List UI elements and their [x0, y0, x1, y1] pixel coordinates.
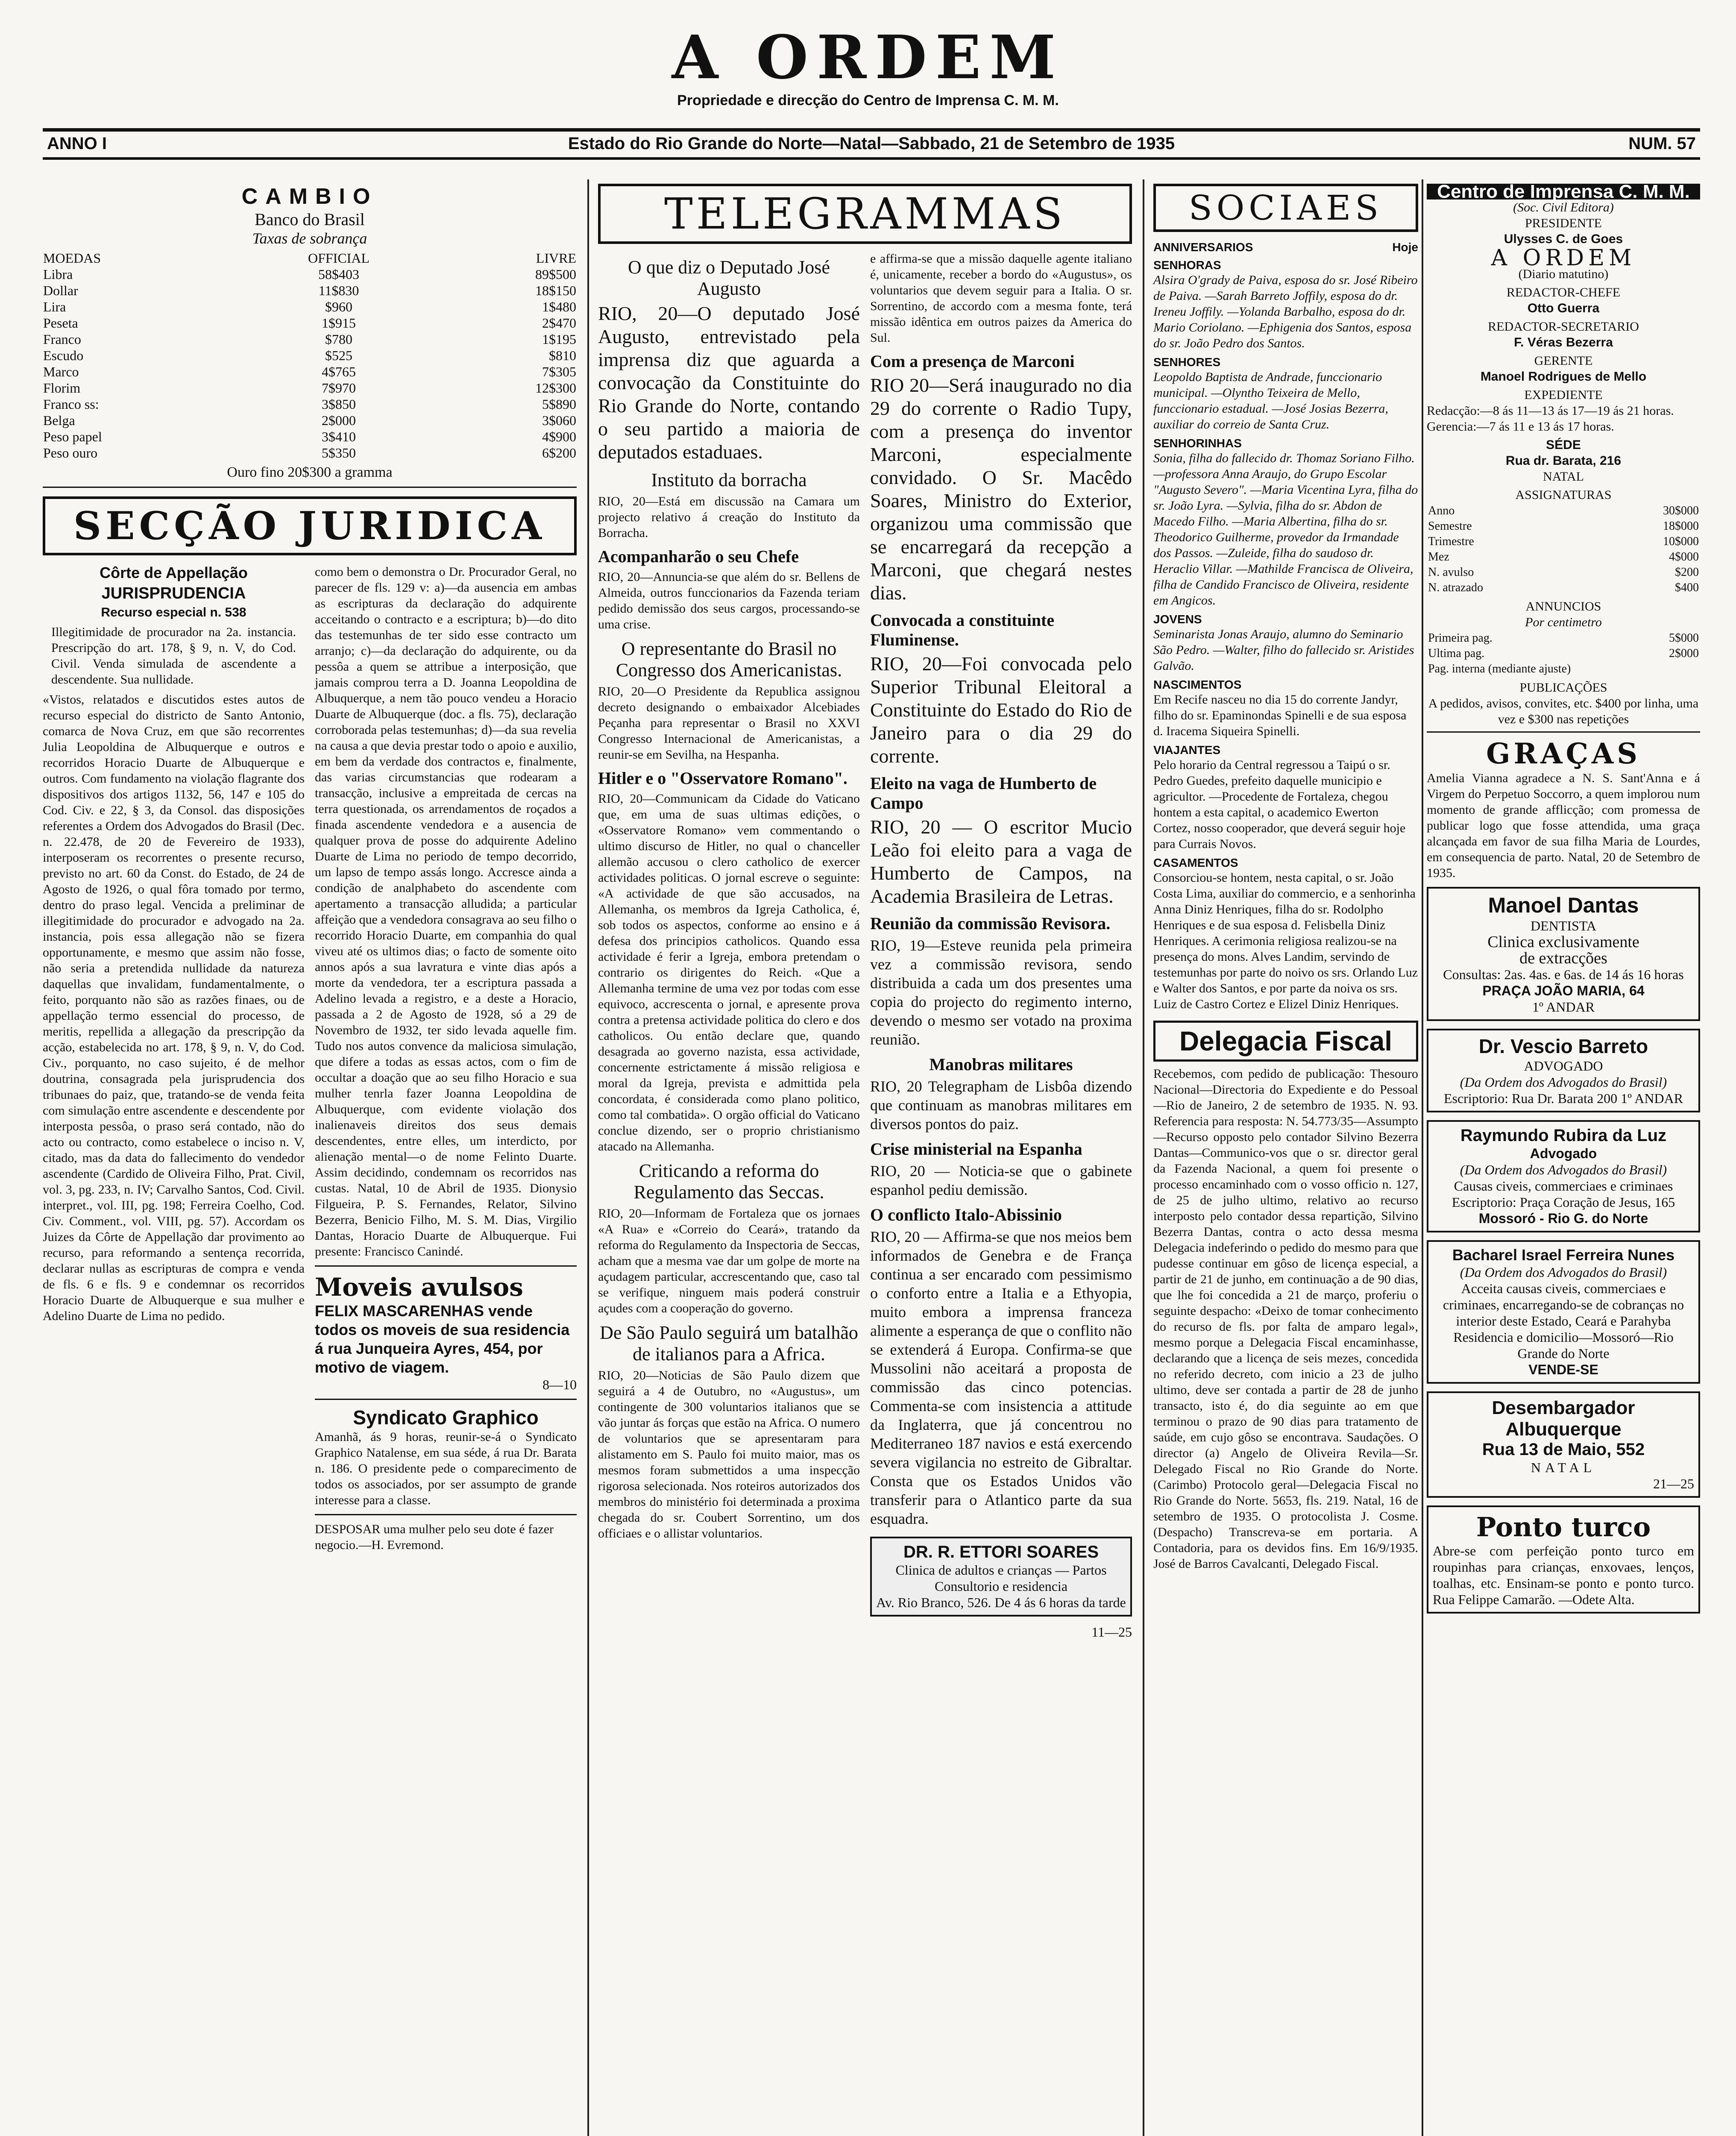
free-rate: 89$500 — [535, 267, 576, 282]
table-row — [43, 347, 577, 364]
currency: Franco ss: — [43, 396, 99, 412]
ementa: Illegitimidade de procurador na 2a. instancia. Prescripção do art. 178, § 9, n. V, do Cod. Civil. Venda simulada de ascendente a descendente. Sua nullidade. — [51, 625, 296, 687]
currency: Florim — [43, 380, 81, 396]
ad-line: Consultas: 2as. 4as. e 6as. de 14 ás 16 horas — [1443, 967, 1684, 982]
column-right — [1427, 181, 1700, 1621]
price: 2$000 — [1669, 647, 1699, 660]
item: Semestre — [1428, 519, 1472, 533]
currency: Peseta — [43, 315, 78, 331]
official-rate: 11$830 — [318, 283, 359, 298]
expediente-text: Redacção:—8 ás 11—13 ás 17—19 ás 21 horas. Gerencia:—7 ás 11 e 13 ás 17 horas. — [1427, 404, 1674, 434]
ad-title: Ponto turco — [1476, 1511, 1651, 1543]
table-row — [43, 380, 577, 396]
divider — [315, 1399, 577, 1400]
article-title: Instituto da borracha — [651, 469, 807, 490]
gracas-title: GRAÇAS — [1486, 737, 1641, 770]
senhores-heading: SENHORES — [1153, 355, 1221, 369]
ad-line: Rua 13 de Maio, 552 — [1482, 1440, 1645, 1459]
table-row — [1428, 519, 1699, 534]
ad-title: Manoel Dantas — [1488, 893, 1639, 917]
free-rate: 3$060 — [542, 413, 576, 428]
header-official: OFFICIAL — [308, 250, 369, 266]
ad-line: Clinica de adultos e crianças — Partos — [895, 1562, 1107, 1578]
item: Mez — [1428, 550, 1449, 563]
table-row — [43, 445, 577, 461]
item: Primeira pag. — [1428, 631, 1493, 645]
senhorinhas-heading: SENHORINHAS — [1153, 437, 1242, 450]
official-rate: 7$970 — [321, 380, 356, 396]
ad-line: NATAL — [1531, 1460, 1596, 1475]
column-telegrammas — [598, 184, 1132, 1640]
currency: Escudo — [43, 348, 84, 363]
issue-number: NUM. 57 — [1628, 134, 1696, 153]
currency: Dollar — [43, 283, 78, 298]
dateline — [43, 128, 1700, 160]
table-row — [1428, 550, 1699, 564]
item: N. avulso — [1428, 566, 1474, 579]
table-row — [43, 412, 577, 428]
article-text: RIO, 20—Communicam da Cidade do Vaticano que, em uma de suas ultimas edições, o «Osservatore Romano» vem commentando o ultimo discurso de Hitler, no qual o chanceller allemão accusou o clero catholico de exercer actividades politicas. O jornal escreve o seguinte: «A actividade de que são accusados, na Allemanha, os membros da Igreja Catholica, é, sob todos os aspectos, conforme ao ensino e á defesa dos principios catholicos. Quando essa actividade é ferir a Igreja, embora pretendam o contrario os dirigentes do Reich. «Que a Allemanha termine de uma vez por todas com esse equivoco, accrescenta o jornal, e apresente prova contra a pretensa actividade politica do clero e dos catholicos. Ou então declare que, quando desagrada ao governo nazista, essa actividade, concernente estrictamente á missão religiosa e moral da Igreja, prevista e admittida pela concordata, é considerada como plano politico, como tal combatida». O orgão official do Vaticano conclue dizendo, ser o proprio christianismo atacado na Allemanha. — [598, 792, 860, 1153]
article-text: RIO, 20—Annuncia-se que além do sr. Bellens de Almeida, outros funccionarios da Fazenda teriam pedido demissão dos seus cargos, processando-se uma crise. — [598, 570, 860, 631]
column-rule — [1143, 179, 1144, 2136]
senhoras-list: Alsira O'grady de Paiva, esposa do sr. José Ribeiro de Paiva. —Sarah Barreto Joffily, esposa do dr. Ireneu Joffily. —Yolanda Barbalho, esposa do dr. Mario Coriolano. —Ephigenia dos Santos, esposa do sr. João Pedro dos Santos. — [1153, 273, 1418, 350]
chief-label: REDACTOR-CHEFE — [1506, 285, 1621, 299]
item: Anno — [1428, 504, 1455, 517]
ad-line: Acceita causas civeis, commerciaes e criminaes, encarregando-se de cobranças no interior deste Estado, Ceará e Parahyba — [1443, 1281, 1684, 1329]
paper-name: A ORDEM — [1491, 245, 1636, 271]
anniversaries-heading: ANNIVERSARIOS — [1153, 241, 1253, 254]
price — [1651, 662, 1699, 676]
free-rate: 5$890 — [542, 396, 576, 412]
free-rate: 2$470 — [542, 315, 576, 331]
table-row — [43, 299, 577, 315]
currency: Marco — [43, 364, 79, 379]
article-text: RIO, 20—O Presidente da Republica assignou decreto designando o embaixador Alcebiades Peçanha para representar o Brasil no XXVI Congresso Internacional de Americanistas, a reunir-se em Sevilha, na Hespanha. — [598, 684, 860, 762]
ad-line: (Da Ordem dos Advogados do Brasil) — [1460, 1162, 1667, 1177]
ad-line: Escriptorio: Rua Dr. Barata 200 1º ANDAR — [1443, 1091, 1683, 1106]
free-rate: 6$200 — [542, 445, 576, 461]
article-text: RIO, 19—Esteve reunida pela primeira vez a commissão revisora, sendo distribuida a cada um dos presentes uma copia do projecto do regimento interno, devendo o mesmo ser votado na proxima reunião. — [870, 937, 1132, 1048]
article-text: RIO, 20—Noticias de São Paulo dizem que seguirá a 4 de Outubro, no «Augustus», um contingente de 300 voluntarios italianos que se vão juntar ás forças que estão na Africa. O numero de voluntarios que se apresentaram para alistamento em S. Paulo foi muito maior, mas os mesmos foram submettidos a uma inspecção rigorosa selecionada. Nos roteiros autorizados dos membros do ministério foi determinada a proxima chegada do sr. Coubert Sorrentino, um dos officiaes e o allistar voluntarios. — [598, 1368, 860, 1540]
ad-line: Advogado — [1530, 1146, 1597, 1161]
viajantes-heading: VIAJANTES — [1153, 743, 1221, 757]
article-title: Reunião da commissão Revisora. — [870, 914, 1111, 933]
newspaper-subtitle: Propriedade e direcção do Centro de Imprensa C. M. M. — [677, 92, 1059, 109]
table-row — [1428, 504, 1699, 518]
ad-line: Residencia e domicilio—Mossoró—Rio Grande do Norte — [1453, 1329, 1674, 1361]
official-rate: $525 — [325, 348, 352, 363]
ad-ponto-turco — [1427, 1505, 1700, 1614]
exchange-rates-table — [43, 250, 577, 461]
secretary-name: F. Véras Bezerra — [1514, 335, 1613, 349]
manager-label: GERENTE — [1534, 354, 1593, 368]
sociaes-header: SOCIAES — [1153, 184, 1418, 232]
free-rate: 18$150 — [535, 283, 576, 298]
article-text: RIO, 20—Está em discussão na Camara um projecto relativo á creação do Instituto da Borracha. — [598, 494, 860, 540]
currency: Libra — [43, 267, 73, 282]
ad-barreto — [1427, 1029, 1700, 1112]
table-row — [1428, 565, 1699, 580]
article-title: Hitler e o "Osservatore Romano". — [598, 769, 847, 788]
telegrammas-header: TELEGRAMMAS — [598, 184, 1132, 244]
syndicato-title: Syndicato Graphico — [353, 1406, 539, 1429]
casamentos-text: Consorciou-se hontem, nesta capital, o sr. João Costa Lima, auxiliar do commercio, e a senhorinha Anna Diniz Henriques, filha do sr. Rodolpho Henriques e de sua esposa d. Felisbella Diniz Henriques. A cerimonia religiosa realizou-se na presença do mons. Alves Landim, servindo de testemunhas por parte do noivo os srs. Orlando Luz e Walter dos Santos, e por parte da noiva os srs. Luiz de Castro Cortez e Elizel Diniz Henriques. — [1153, 871, 1418, 1011]
article-title: Acompanharão o seu Chefe — [598, 547, 799, 566]
table-row — [43, 315, 577, 331]
cimp-title: Centro de Imprensa C. M. M. — [1427, 184, 1700, 200]
paper-daily: (Diario matutino) — [1518, 267, 1609, 281]
free-rate: 1$480 — [542, 299, 576, 314]
item: Trimestre — [1428, 535, 1474, 548]
manager-name: Manoel Rodrigues de Mello — [1480, 370, 1647, 384]
official-rate: 4$765 — [321, 364, 356, 379]
ad-rubira — [1427, 1120, 1700, 1232]
currency: Franco — [43, 332, 81, 347]
moveis-body: FELIX MASCARENHAS vende todos os moveis de sua residencia á rua Junqueira Ayres, 454, por motivo de viagem. — [315, 1302, 570, 1376]
ad-title: Raymundo Rubira da Luz — [1460, 1126, 1667, 1145]
ad-line: Mossoró - Rio G. do Norte — [1478, 1211, 1648, 1226]
column-rule — [1422, 179, 1423, 2136]
article-text: RIO, 20—Foi convocada pelo Superior Tribunal Eleitoral a Constituinte do Estado do Rio de Janeiro para o dia 29 do corrente. — [870, 653, 1132, 767]
official-rate: 5$350 — [321, 445, 356, 461]
official-rate: 58$403 — [318, 267, 359, 282]
sede-address: Rua dr. Barata, 216 — [1505, 454, 1622, 468]
publicacoes-label: PUBLICAÇÕES — [1519, 681, 1607, 695]
price: 4$000 — [1669, 550, 1699, 563]
masthead — [0, 23, 1736, 109]
ad-line: Consultorio e residencia — [934, 1579, 1068, 1594]
issue-year: ANNO I — [47, 134, 107, 153]
ad-line: PRAÇA JOÃO MARIA, 64 — [1482, 983, 1645, 998]
today-label: Hoje — [1392, 241, 1418, 254]
table-row — [43, 266, 577, 282]
table-row — [1428, 631, 1699, 645]
header-moedas: MOEDAS — [43, 250, 101, 266]
senhores-list: Leopoldo Baptista de Andrade, funccionario municipal. —Olyntho Teixeira de Mello, funccionario estadual. —José Josias Bezerra, auxiliar do correio de Santa Cruz. — [1153, 370, 1388, 431]
ad-ettori — [870, 1537, 1132, 1617]
president-label: PRESIDENTE — [1525, 216, 1602, 230]
official-rate: 1$915 — [321, 315, 356, 331]
free-rate: 4$900 — [542, 429, 576, 444]
ad-title: Bacharel Israel Ferreira Nunes — [1452, 1246, 1675, 1264]
section-juridica-header: SECÇÃO JURIDICA — [43, 496, 577, 555]
delegacia-text: Recebemos, com pedido de publicação: Thesouro Nacional—Directoria do Expediente e do Pessoal—Rio de Janeiro, 2 de setembro de 1935. N. 93. Referencia para resposta: N. 54.773/35—Assumpto—Recurso opposto pelo contador Silvino Bezerra Dantas—Communico-vos que o sr. director geral da Fazenda Nacional, a quem foi presente o processo encaminhado com o vosso officio n. 127, de 25 de julho ultimo, relativo ao recurso interposto pelo contador dessa repartição, Silvino Bezerra Dantas, contra o acto dessa mesma Delegacia indeferindo o pedido do mesmo para que pudesse continuar em gôso de licença especial, a partir de 21 de junho, em continuação a de 90 dias, que lhe foi concedida a 21 de março, proferiu o seguinte despacho: «Deixo de tomar conhecimento do recurso de fls. por falta de amparo legal», mesmo porque a Delegacia Fiscal encaminhasse, declarando que a licença de seis mezes, concedida no referido decreto, com inicio a 23 de julho ultimo, deve ser contada a partir de 28 de junho transacto, isto é, do dia seguinte ao em que terminou o prazo de 90 dias para tratamento de saúde, em cujo gôso se encontrava. Saudações. O director (a) Angelo de Oliveira Revila—Sr. Delegado Fiscal no Rio Grande do Norte. (Carimbo) Protocolo geral—Delegacia Fiscal no Rio Grande do Norte. 5653, fls. 219. Natal, 16 de setembro de 1935. O protocolista J. Cosme. (Despacho) Transcreva-se em portaria. A Contadoria, para os devidos fins. Em 16/9/1935. José de Barros Cavalcanti, Delegado Fiscal. — [1153, 1067, 1418, 1571]
article-title: Crise ministerial na Espanha — [870, 1139, 1082, 1159]
ad-line: (Da Ordem dos Advogados do Brasil) — [1460, 1265, 1667, 1280]
ad-line: (Da Ordem dos Advogados do Brasil) — [1460, 1074, 1667, 1090]
price: 30$000 — [1663, 504, 1699, 517]
newspaper-title: A ORDEM — [672, 23, 1064, 93]
currency: Lira — [43, 299, 66, 314]
price: $200 — [1675, 566, 1699, 579]
publicacoes-text: A pedidos, avisos, convites, etc. $400 por linha, uma vez e $300 nas repetições — [1428, 696, 1699, 726]
gracas-text: Amelia Vianna agradece a N. S. Sant'Anna e á Virgem do Perpetuo Soccorro, a quem implorou num momento de grande afflicção; com promessa de publicar logo que fosse attendida, uma graça alcançada em favor de sua filha Maria de Lourdes, em consequencia de parto. Natal, 20 de Setembro de 1935. — [1427, 771, 1700, 880]
ad-line: Abre-se com perfeição ponto turco em roupinhas para crianças, enxovaes, lenços, toalhas, etc. Ensinam-se ponto e ponto turco. Rua Felippe Camarão. —Odete Alta. — [1433, 1543, 1694, 1607]
table-row — [43, 282, 577, 299]
expediente-label: EXPEDIENTE — [1524, 388, 1603, 402]
juridica-body — [43, 564, 577, 1553]
jovens-list: Seminarista Jonas Araujo, alumno do Seminario São Pedro. —Walter, filho do fallecido sr. Aristides Galvão. — [1153, 627, 1414, 673]
table-row — [1428, 646, 1699, 661]
senhorinhas-list: Sonia, filha do fallecido dr. Thomaz Soriano Filho. —professora Anna Araujo, do Grupo Escolar "Augusto Severo". —Maria Vicentina Lyra, filha do sr. João Lyra. —Sylvia, filha do sr. Abdon de Macedo Filho. —Maria Albertina, filha do sr. Theodorico Guilherme, provedor da Irmandade dos Passos. —Zuleide, filha do saudoso dr. Heraclio Villar. —Mathilde Francisca de Oliveira, filha de Candido Francisco de Oliveira, residente em Angicos. — [1153, 451, 1418, 607]
ad-title: Desembargador Albuquerque — [1492, 1397, 1635, 1440]
price: 5$000 — [1669, 631, 1699, 645]
ad-desembargador — [1427, 1391, 1700, 1498]
subscriptions-table — [1427, 503, 1700, 596]
ad-line: ADVOGADO — [1524, 1058, 1603, 1074]
court-name: Côrte de Appellação — [100, 564, 248, 581]
secretary-label: REDACTOR-SECRETARIO — [1488, 320, 1639, 334]
delegacia-header: Delegacia Fiscal — [1153, 1021, 1418, 1062]
assinaturas-label: ASSIGNATURAS — [1515, 488, 1612, 502]
free-rate: $810 — [549, 348, 576, 363]
article-text: RIO, 20 Telegrapham de Lisbôa dizendo que continuam as manobras militares em diversos pontos do paiz. — [870, 1078, 1132, 1133]
table-row — [43, 364, 577, 380]
cimp-sub: (Soc. Civil Editora) — [1513, 200, 1614, 214]
syndicato-body: Amanhã, ás 9 horas, reunir-se-á o Syndicato Graphico Natalense, em sua séde, á rua Dr. Barata n. 186. O presidente pede o comparecimento de todos os associados, por ser assumpto de grande interesse para a classe. — [315, 1430, 577, 1507]
ad-line: 1º ANDAR — [1532, 999, 1595, 1015]
annuncios-label: ANNUNCIOS — [1525, 599, 1601, 613]
sede-city: NATAL — [1543, 469, 1584, 484]
item: Ultima pag. — [1428, 647, 1485, 660]
table-row — [43, 428, 577, 445]
cambio-bank: Banco do Brasil — [255, 210, 365, 229]
official-rate: 2$000 — [321, 413, 356, 428]
free-rate: 12$300 — [535, 380, 576, 396]
ad-line: DENTISTA — [1531, 918, 1596, 933]
table-row — [1428, 581, 1699, 595]
juridica-text-2: como bem o demonstra o Dr. Procurador Geral, no parecer de fls. 129 v: a)—da ausencia em ambas as escripturas da declaração do adquirente acceitando o contracto e a escriptura; b)—do dito das testemunhas de ter sido esse contracto um arranjo; c)—da declaração do adquirente, ou da pessôa a quem se attribue a interposição, que jamais comprou terra a D. Joanna Leopoldina de Albuquerque, a nem tão pouco vendeu a Horacio Duarte de Albuquerque (doc. a fls. 75), declaração corroborada pelas testemunhas; d)—da sua revelia na causa a que devia prestar todo o apoio e auxilio, em bem da verdade dos contractos e, finalmente, das varias circumstancias que rodearam a transacção, inclusive a empreitada de cercas na terra questionada, os arrendamentos de roçados a finada ascendente vendedora e a ausencia de qualquer prova de posse do adquirente Adelino Duarte de Lima no periodo de tempo decorrido, um lapso de tempo assás longo. Accresce ainda a condição de analphabeto do ascendente com apertamento a transacção alludida; a particular affeição que a vendedora consagrava ao seu filho o recorrido Horacio Duarte, em companhia do qual viveu até os ultimos dias; o facto de somente oito annos após a sua lavratura e vinte dias após a morte da vendedora, ter a escriptura passada a Adelino levada a registro, e a deste a Horacio, passada a 2 de Agosto de 1928, só a 29 de Novembro de 1932, ter sido levada aquelle fim. Tudo nos autos convence da maliciosa simulação, que difere a todas as essas actos, com o fim de occultar a doação que ao seu filho Horacio e sua mulher tenrla fazer Joanna Leopoldina de Albuquerque, com evidente violação dos inalienaveis direitos dos seus demais descendentes, entre elles, um interdicto, por alienação mental—o de nome Felinto Duarte. Assim decidindo, condemnam os recorridos nas custas. Natal, 10 de Abril de 1935. Dionysio Filgueira, P. S. Fernandes, Relator, Silvino Bezerra, Benicio Filho, M. S. M. Dias, Virgilio Dantas, Horacio Duarte de Albuquerque. Fui presente: Francisco Canindé. — [315, 565, 577, 1259]
moveis-title: Moveis avulsos — [315, 1273, 523, 1302]
gold-price: Ouro fino 20$300 a gramma — [227, 464, 393, 480]
ad-line: VENDE-SE — [1528, 1362, 1598, 1377]
ad-nunes — [1427, 1240, 1700, 1384]
header-livre: LIVRE — [536, 250, 576, 266]
telegrammas-body — [598, 251, 1132, 1640]
official-rate: 3$850 — [321, 396, 356, 412]
free-rate: 7$305 — [542, 364, 576, 379]
divider — [315, 1265, 577, 1267]
table-row — [1428, 662, 1699, 676]
currency: Peso papel — [43, 429, 102, 444]
ad-line: Clinica exclusivamente — [1487, 933, 1639, 951]
column-rule — [587, 179, 589, 2136]
jurisprudencia-heading: JURISPRUDENCIA — [101, 584, 246, 602]
item: N. atrazado — [1428, 581, 1484, 594]
recurso-number: Recurso especial n. 538 — [101, 605, 246, 619]
article-title: Convocada a constituinte Fluminense. — [870, 610, 1055, 649]
ad-dantas — [1427, 887, 1700, 1021]
viajantes-text: Pelo horario da Central regressou a Taipú o sr. Pedro Guedes, prefeito daquelle municipio e agricultor. —Procedente de Fortaleza, chegou hontem a esta capital, o academico Ewerton Cortez, nosso cooperador, que deverá seguir hoje para Currais Novos. — [1153, 758, 1406, 851]
nascimentos-heading: NASCIMENTOS — [1153, 678, 1242, 691]
price: 18$000 — [1663, 519, 1699, 533]
article-text: RIO, 20 — O escritor Mucio Leão foi eleito para a vaga de Humberto de Campos, na Academia Brasileira de Letras. — [870, 816, 1132, 907]
nascimentos-text: Em Recife nasceu no dia 15 do corrente Jandyr, filho do sr. Epaminondas Spinelli e de sua esposa d. Iracema Siqueira Spinelli. — [1153, 692, 1407, 738]
article-title: Com a presença de Marconi — [870, 352, 1075, 371]
cambio-title: CAMBIO — [241, 184, 378, 209]
article-text: RIO, 20 — Affirma-se que nos meios bem informados de Genebra e de França continua a ser encarado com pessimismo o conforto entre a Italia e a Ethyopia, muito embora a imprensa franceza alimente a esperança de que o conflito não se extenderá á Europa. Confirma-se que Mussolini não aceitará a proposta de commissão das cinco potencias. Commenta-se com insistencia a attitude da Inglaterra, que já concentrou no Mediterraneo 187 navios e está exercendo severa vigilancia no estreito de Gibraltar. Consta que os Estados Unidos vão transferir para o Atlantico parte da sua esquadra. — [870, 1228, 1132, 1527]
table-row — [1428, 534, 1699, 549]
sede-label: SÉDE — [1546, 438, 1581, 452]
currency: Belga — [43, 413, 75, 428]
column-sociaes — [1153, 184, 1418, 1572]
price: 10$000 — [1663, 535, 1699, 548]
divider — [315, 1514, 577, 1515]
chief-name: Otto Guerra — [1527, 301, 1600, 315]
moveis-tag: 8—10 — [542, 1377, 577, 1392]
senhoras-heading: SENHORAS — [1153, 258, 1221, 272]
divider — [43, 487, 577, 488]
article-text: RIO 20—Será inaugurado no dia 29 do corrente o Radio Tupy, com a presença do inventor Marconi, especialmente convidado. O Sr. Macêdo Soares, Ministro do Exterior, organizou uma commissão que se encarregará da recepção a Marconi, que chegará nestes dias. — [870, 374, 1132, 604]
item: Pag. interna (mediante ajuste) — [1428, 662, 1571, 675]
article-title: O que diz o Deputado José Augusto — [628, 257, 830, 299]
ad-title: DR. R. ETTORI SOARES — [903, 1543, 1099, 1561]
article-text: RIO, 20—Informam de Fortaleza que os jornaes «A Rua» e «Correio do Ceará», tratando da reforma do Regulamento da Inspectoria de Seccas, acham que a mesma vae dar um golpe de morte na açudagem particular, accrescentando que, caso tal se verifique, ninguem mais poderá construir açudes com a cooperação do governo. — [598, 1206, 860, 1315]
issue-date: Estado do Rio Grande do Norte—Natal—Sabbado, 21 de Setembro de 1935 — [568, 134, 1175, 153]
official-rate: $780 — [325, 332, 352, 347]
president-name: Ulysses C. de Goes — [1504, 232, 1623, 246]
currency: Peso ouro — [43, 445, 98, 461]
ads-table — [1427, 630, 1700, 677]
ad-line: Causas civeis, commerciaes e criminaes — [1454, 1178, 1673, 1194]
article-text: RIO, 20 — Noticia-se que o gabinete espanhol pediu demissão. — [870, 1162, 1132, 1198]
article-text: RIO, 20—O deputado José Augusto, entrevistado pela imprensa diz que aguarda a convocação da Constituinte do Rio Grande do Norte, contando o seu partido a maioria de deputados estaduaes. — [598, 302, 860, 463]
ad-line: Escriptorio: Praça Coração de Jesus, 165 — [1452, 1194, 1675, 1210]
table-header-row — [43, 250, 577, 266]
juridica-text-1: «Vistos, relatados e discutidos estes autos de recurso especial do districto de Santo Antonio, comarca de Nova Cruz, em que são recorrentes Julia Leopoldina de Albuquerque e outros e recorridos Horacio Duarte de Albuquerque e outros. Com fundamento na violação flagrante dos dispositivos dos artigos 1132, 56, 147 e 105 do Cod. Civ. e 22, § 3, da Consol. das disposições referentes a Ordem dos Advogados do Brasil (Dec. n. 22.478, de 20 de Fevereiro de 1933), interposeram os recorrentes o presente recurso, previsto no art. 60 da Const. do Estado, de 24 de Agosto de 1926, o qual fôra tomado por termo, dentro do praso legal. Vencida a preliminar de illegitimidade do procurador e advogado na 2a. instancia, pois essa allegação não se fizera opportunamente, e mesmo que assim não fosse, não seria a pretendida nullidade da natureza daquellas que invalidam, fundamentalmente, o feito, porquanto não são as razões finaes, ou de appellação termo essencial do processo, de meritis, repellida a allegação da prescripção da acção, estabelecida no art. 178, § 9, n. V, do Cod. Civ., porquanto, no caso sujeito, é de melhor doutrina, consagrada pela jurisprudencia dos tribunaes do paiz, que, tratando-se de venda feita com simulação entre ascendente e descendente por interposta pessôa, o praso será contado, não do acto ou contracto, como estabelece o inciso n. V, citado, mas da data do fallecimento do vendedor ascendente (Cardido de Oliveira Filho, Prat. Civil, vol. 3, pg. 233, n. IV; Carvalho Santos, Cod. Civil. interpret., vol. III, pg. 198; Ferreira Coelho, Cod. Civ. Comment., vol. VIII, pg. 57). Accordam os Juizes da Côrte de Appellação dar provimento ao recurso, para reformando a sentença recorrida, declarar nullas as escripturas de compra e venda de fls. 6 e fls. 9 e condemnar os recorridos Horacio Duarte de Albuquerque e sua mulher e Adelino Duarte de Lima no pedido. — [43, 692, 305, 1323]
article-title: O conflicto Italo-Abissinio — [870, 1205, 1062, 1224]
free-rate: 1$195 — [542, 332, 576, 347]
casamentos-heading: CASAMENTOS — [1153, 856, 1238, 869]
price: $400 — [1675, 581, 1699, 594]
ad-tag: 11—25 — [1091, 1624, 1132, 1640]
article-text: e affirma-se que a missão daquelle agente italiano é, unicamente, receber a bordo do «Augustus», os voluntarios que devem seguir para a Italia. O sr. Sorrentino, de accordo com a mesma fonte, terá missão idêntica em outros paizes da America do Sul. — [870, 252, 1132, 345]
table-row — [43, 396, 577, 412]
ad-title: Dr. Vescio Barreto — [1478, 1035, 1648, 1057]
table-row — [43, 331, 577, 347]
article-title: Criticando a reforma do Regulamento das Seccas. — [633, 1160, 824, 1203]
ad-line: de extracções — [1519, 949, 1607, 967]
article-title: Manobras militares — [929, 1055, 1073, 1074]
column-left — [43, 184, 577, 1553]
jovens-heading: JOVENS — [1153, 613, 1202, 626]
ad-line: Av. Rio Branco, 526. De 4 ás 6 horas da tarde — [876, 1595, 1126, 1610]
ad-tag: 21—25 — [1653, 1476, 1694, 1491]
article-title: De São Paulo seguirá um batalhão de italianos para a Africa. — [600, 1322, 858, 1364]
annuncios-sub: Por centimetro — [1525, 615, 1602, 629]
official-rate: $960 — [325, 299, 352, 314]
desposar-quote: DESPOSAR uma mulher pelo seu dote é fazer negocio.—H. Evremond. — [315, 1522, 554, 1552]
official-rate: 3$410 — [321, 429, 356, 444]
centro-imprensa-box — [1427, 181, 1700, 733]
cambio-subtitle: Taxas de sobrança — [252, 230, 367, 247]
article-title: Eleito na vaga de Humberto de Campo — [870, 774, 1097, 813]
article-title: O representante do Brasil no Congresso dos Americanistas. — [616, 638, 842, 681]
